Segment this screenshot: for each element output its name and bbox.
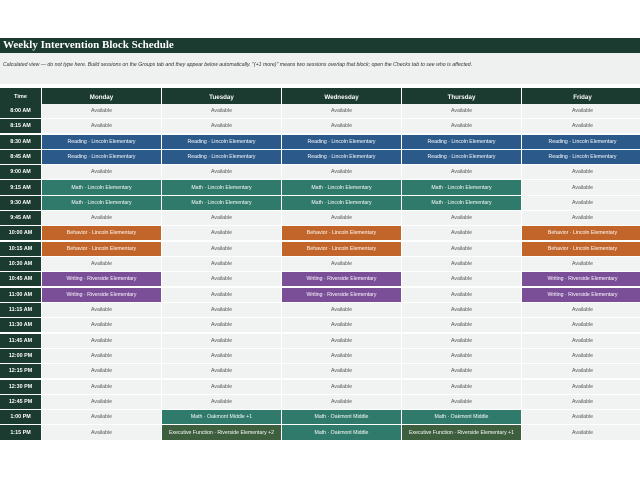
available-slot-cell[interactable]: Available	[282, 349, 401, 363]
session-cell[interactable]: Math · Lincoln Elementary	[402, 196, 521, 210]
available-slot-cell[interactable]: Available	[162, 211, 281, 225]
session-cell[interactable]: Reading · Lincoln Elementary	[282, 150, 401, 164]
available-slot-cell[interactable]: Available	[42, 364, 161, 378]
available-slot-cell[interactable]: Available	[162, 226, 281, 240]
time-slot-label: 9:15 AM	[0, 180, 41, 194]
time-slot-label: 9:45 AM	[0, 211, 41, 225]
available-slot-cell[interactable]: Available	[522, 318, 640, 332]
available-slot-cell[interactable]: Available	[522, 257, 640, 271]
available-slot-cell[interactable]: Available	[522, 196, 640, 210]
available-slot-cell[interactable]: Available	[522, 211, 640, 225]
available-slot-cell[interactable]: Available	[522, 104, 640, 118]
available-slot-cell[interactable]: Available	[402, 288, 521, 302]
available-slot-cell[interactable]: Available	[522, 180, 640, 194]
available-slot-cell[interactable]: Available	[402, 380, 521, 394]
column-header-wednesday: Wednesday	[282, 88, 401, 106]
session-cell[interactable]: Math · Lincoln Elementary	[42, 180, 161, 194]
session-cell[interactable]: Math · Lincoln Elementary	[282, 180, 401, 194]
available-slot-cell[interactable]: Available	[522, 119, 640, 133]
session-cell[interactable]: Reading · Lincoln Elementary	[282, 135, 401, 149]
available-slot-cell[interactable]: Available	[162, 395, 281, 409]
available-slot-cell[interactable]: Available	[42, 211, 161, 225]
available-slot-cell[interactable]: Available	[282, 211, 401, 225]
available-slot-cell[interactable]: Available	[162, 364, 281, 378]
session-cell[interactable]: Writing · Riverside Elementary	[42, 288, 161, 302]
available-slot-cell[interactable]: Available	[282, 119, 401, 133]
available-slot-cell[interactable]: Available	[402, 119, 521, 133]
available-slot-cell[interactable]: Available	[282, 334, 401, 348]
session-cell[interactable]: Math · Lincoln Elementary	[162, 180, 281, 194]
available-slot-cell[interactable]: Available	[402, 318, 521, 332]
session-cell[interactable]: Reading · Lincoln Elementary	[42, 150, 161, 164]
available-slot-cell[interactable]: Available	[522, 395, 640, 409]
column-header-time: Time	[0, 88, 41, 106]
available-slot-cell[interactable]: Available	[42, 395, 161, 409]
column-header-tuesday: Tuesday	[162, 88, 281, 106]
session-cell[interactable]: Behavior · Lincoln Elementary	[282, 226, 401, 240]
available-slot-cell[interactable]: Available	[162, 272, 281, 286]
available-slot-cell[interactable]: Available	[402, 303, 521, 317]
session-cell[interactable]: Behavior · Lincoln Elementary	[522, 242, 640, 256]
column-header-friday: Friday	[522, 88, 640, 106]
session-cell[interactable]: Math · Oakmont Middle +1	[162, 410, 281, 424]
available-slot-cell[interactable]: Available	[282, 303, 401, 317]
available-slot-cell[interactable]: Available	[402, 242, 521, 256]
sheet-note: Calculated view — do not type here. Build sessions on the Groups tab and they appear below automatically. "(+1 more)" means two sessions overlap that block; open the Checks tab to see who is affected.	[0, 53, 640, 84]
session-cell[interactable]: Writing · Riverside Elementary	[522, 288, 640, 302]
schedule-grid	[0, 88, 640, 440]
session-cell[interactable]: Writing · Riverside Elementary	[522, 272, 640, 286]
available-slot-cell[interactable]: Available	[282, 104, 401, 118]
session-cell[interactable]: Behavior · Lincoln Elementary	[42, 226, 161, 240]
time-slot-label: 9:30 AM	[0, 196, 41, 210]
available-slot-cell[interactable]: Available	[402, 272, 521, 286]
time-slot-label: 10:30 AM	[0, 257, 41, 271]
session-cell[interactable]: Reading · Lincoln Elementary	[402, 135, 521, 149]
session-cell[interactable]: Writing · Riverside Elementary	[42, 272, 161, 286]
available-slot-cell[interactable]: Available	[162, 242, 281, 256]
available-slot-cell[interactable]: Available	[522, 349, 640, 363]
column-header-thursday: Thursday	[402, 88, 521, 106]
time-slot-label: 11:15 AM	[0, 303, 41, 317]
available-slot-cell[interactable]: Available	[42, 165, 161, 179]
session-cell[interactable]: Reading · Lincoln Elementary	[522, 135, 640, 149]
available-slot-cell[interactable]: Available	[42, 349, 161, 363]
available-slot-cell[interactable]: Available	[522, 165, 640, 179]
time-slot-label: 8:30 AM	[0, 135, 41, 149]
available-slot-cell[interactable]: Available	[402, 226, 521, 240]
session-cell[interactable]: Math · Lincoln Elementary	[282, 196, 401, 210]
time-slot-label: 1:00 PM	[0, 410, 41, 424]
available-slot-cell[interactable]: Available	[402, 104, 521, 118]
available-slot-cell[interactable]: Available	[402, 165, 521, 179]
time-slot-label: 9:00 AM	[0, 165, 41, 179]
available-slot-cell[interactable]: Available	[402, 211, 521, 225]
available-slot-cell[interactable]: Available	[282, 395, 401, 409]
available-slot-cell[interactable]: Available	[402, 364, 521, 378]
session-cell[interactable]: Behavior · Lincoln Elementary	[42, 242, 161, 256]
available-slot-cell[interactable]: Available	[162, 288, 281, 302]
available-slot-cell[interactable]: Available	[162, 119, 281, 133]
time-slot-label: 11:30 AM	[0, 318, 41, 332]
session-cell[interactable]: Math · Oakmont Middle	[282, 410, 401, 424]
available-slot-cell[interactable]: Available	[522, 334, 640, 348]
session-cell[interactable]: Math · Lincoln Elementary	[402, 180, 521, 194]
available-slot-cell[interactable]: Available	[42, 410, 161, 424]
time-slot-label: 1:15 PM	[0, 425, 41, 439]
session-cell[interactable]: Reading · Lincoln Elementary	[42, 135, 161, 149]
available-slot-cell[interactable]: Available	[282, 165, 401, 179]
session-cell[interactable]: Reading · Lincoln Elementary	[162, 135, 281, 149]
available-slot-cell[interactable]: Available	[282, 257, 401, 271]
available-slot-cell[interactable]: Available	[162, 303, 281, 317]
available-slot-cell[interactable]: Available	[522, 380, 640, 394]
session-cell[interactable]: Math · Lincoln Elementary	[42, 196, 161, 210]
available-slot-cell[interactable]: Available	[162, 165, 281, 179]
session-cell[interactable]: Behavior · Lincoln Elementary	[522, 226, 640, 240]
available-slot-cell[interactable]: Available	[42, 104, 161, 118]
available-slot-cell[interactable]: Available	[162, 380, 281, 394]
time-slot-label: 8:45 AM	[0, 150, 41, 164]
available-slot-cell[interactable]: Available	[42, 425, 161, 439]
available-slot-cell[interactable]: Available	[522, 425, 640, 439]
time-slot-label: 11:45 AM	[0, 334, 41, 348]
time-slot-label: 10:15 AM	[0, 242, 41, 256]
available-slot-cell[interactable]: Available	[42, 257, 161, 271]
sheet-title: Weekly Intervention Block Schedule	[0, 38, 640, 53]
available-slot-cell[interactable]: Available	[162, 334, 281, 348]
time-slot-label: 10:45 AM	[0, 272, 41, 286]
time-slot-label: 12:45 PM	[0, 395, 41, 409]
available-slot-cell[interactable]: Available	[522, 364, 640, 378]
available-slot-cell[interactable]: Available	[522, 410, 640, 424]
available-slot-cell[interactable]: Available	[282, 364, 401, 378]
available-slot-cell[interactable]: Available	[42, 334, 161, 348]
session-cell[interactable]: Math · Oakmont Middle	[282, 425, 401, 439]
available-slot-cell[interactable]: Available	[162, 257, 281, 271]
available-slot-cell[interactable]: Available	[42, 318, 161, 332]
available-slot-cell[interactable]: Available	[282, 318, 401, 332]
available-slot-cell[interactable]: Available	[402, 349, 521, 363]
session-cell[interactable]: Reading · Lincoln Elementary	[522, 150, 640, 164]
session-cell[interactable]: Math · Lincoln Elementary	[162, 196, 281, 210]
available-slot-cell[interactable]: Available	[162, 104, 281, 118]
session-cell[interactable]: Behavior · Lincoln Elementary	[282, 242, 401, 256]
session-cell[interactable]: Reading · Lincoln Elementary	[402, 150, 521, 164]
available-slot-cell[interactable]: Available	[42, 119, 161, 133]
time-slot-label: 12:15 PM	[0, 364, 41, 378]
available-slot-cell[interactable]: Available	[282, 380, 401, 394]
time-slot-label: 8:15 AM	[0, 119, 41, 133]
session-cell[interactable]: Executive Function · Riverside Elementary +2	[162, 425, 281, 439]
available-slot-cell[interactable]: Available	[42, 303, 161, 317]
session-cell[interactable]: Executive Function · Riverside Elementary +1	[402, 425, 521, 439]
available-slot-cell[interactable]: Available	[402, 257, 521, 271]
available-slot-cell[interactable]: Available	[402, 334, 521, 348]
time-slot-label: 12:00 PM	[0, 349, 41, 363]
session-cell[interactable]: Math · Oakmont Middle	[402, 410, 521, 424]
session-cell[interactable]: Writing · Riverside Elementary	[282, 272, 401, 286]
available-slot-cell[interactable]: Available	[162, 349, 281, 363]
time-slot-label: 11:00 AM	[0, 288, 41, 302]
available-slot-cell[interactable]: Available	[162, 318, 281, 332]
time-slot-label: 10:00 AM	[0, 226, 41, 240]
time-slot-label: 12:30 PM	[0, 380, 41, 394]
session-cell[interactable]: Reading · Lincoln Elementary	[162, 150, 281, 164]
available-slot-cell[interactable]: Available	[522, 303, 640, 317]
available-slot-cell[interactable]: Available	[42, 380, 161, 394]
column-header-monday: Monday	[42, 88, 161, 106]
time-slot-label: 8:00 AM	[0, 104, 41, 118]
session-cell[interactable]: Writing · Riverside Elementary	[282, 288, 401, 302]
available-slot-cell[interactable]: Available	[402, 395, 521, 409]
